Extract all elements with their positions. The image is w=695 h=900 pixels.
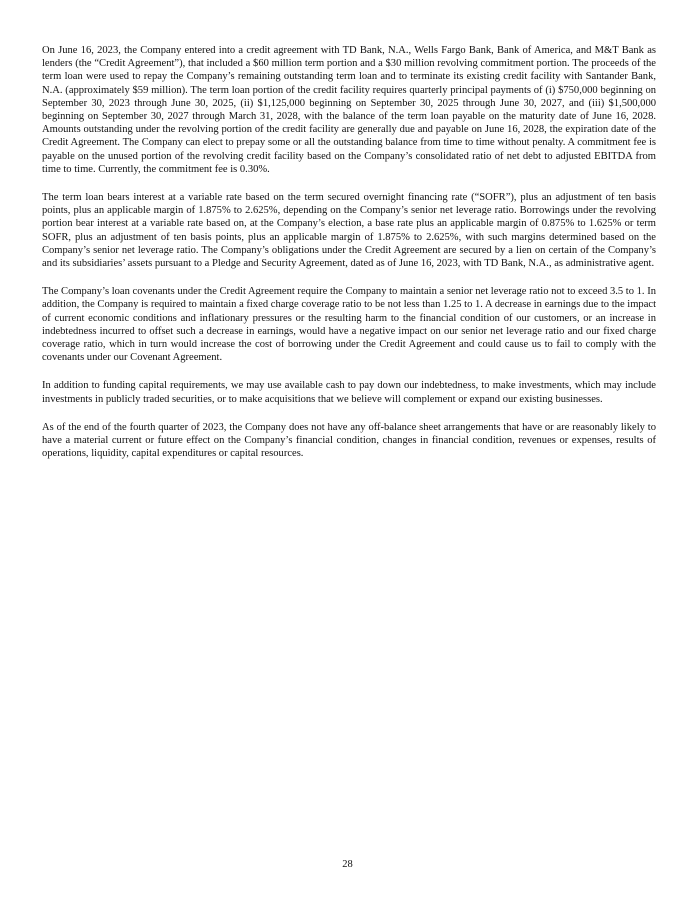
paragraph-credit-agreement: On June 16, 2023, the Company entered into a credit agreement with TD Bank, N.A., Wells Fargo Bank, Bank of America, and M&T Bank as lenders (the “Credit Agreement”), that included a $60 million term portion and a $30 million revolving commitment portion. The proceeds of the term loan were used to repay the Company’s remaining outstanding term loan and to terminate its existing credit facility with Santander Bank, N.A. (approximately $59 million). The term loan portion of the credit facility requires quarterly principal payments of (i) $750,000 beginning on September 30, 2023 through June 30, 2025, (ii) $1,125,000 beginning on September 30, 2025 through June 30, 2027, and (iii) $1,500,000 beginning on September 30, 2027 through March 31, 2028, with the balance of the term loan payable on the maturity date of June 16, 2028. Amounts outstanding under the revolving portion of the credit facility are generally due and payable on June 16, 2028, the expiration date of the Credit Agreement. The Company can elect to prepay some or all the outstanding balance from time to time without penalty. A commitment fee is payable on the unused portion of the revolving credit facility based on the Company’s consolidated ratio of net debt to adjusted EBITDA from time to time. Currently, the commitment fee is 0.30%. (42, 45, 656, 175)
document-body (42, 44, 656, 475)
paragraph-cash-uses: In addition to funding capital requirements, we may use available cash to pay down our indebtedness, to make investments, which may include investments in publicly traded securities, or to make acquisitions that we believe will complement or expand our existing businesses. (42, 380, 656, 405)
paragraph-interest-rates: The term loan bears interest at a variable rate based on the term secured overnight financing rate (“SOFR”), plus an adjustment of ten basis points, plus an applicable margin of 1.875% to 2.625%, depending on the Company’s senior net leverage ratio. Borrowings under the revolving portion bear interest at a variable rate based on, at the Company’s election, a base rate plus an applicable margin of 0.875% to 1.625% or term SOFR, plus an adjustment of ten basis points, plus an applicable margin of 1.875% to 2.625%, with such margins determined based on the Company’s senior net leverage ratio. The Company’s obligations under the Credit Agreement are secured by a lien on certain of the Company’s and its subsidiaries’ assets pursuant to a Pledge and Security Agreement, dated as of June 16, 2023, with TD Bank, N.A., as administrative agent. (42, 192, 656, 270)
paragraph-off-balance-sheet: As of the end of the fourth quarter of 2023, the Company does not have any off-balance sheet arrangements that have or are reasonably likely to have a material current or future effect on the Company’s financial condition, changes in financial condition, revenues or expenses, results of operations, liquidity, capital expenditures or capital resources. (42, 421, 656, 460)
paragraph-loan-covenants: The Company’s loan covenants under the Credit Agreement require the Company to maintain a senior net leverage ratio not to exceed 3.5 to 1. In addition, the Company is required to maintain a fixed charge coverage ratio to be not less than 1.25 to 1. A decrease in earnings due to the impact of current economic conditions and inflationary pressures or the resulting harm to the financial condition of our customers, or an increase in indebtedness incurred to offset such a decrease in earnings, would have a negative impact on our senior net leverage ratio and our fixed charge coverage ratio, which in turn would increase the cost of borrowing under the Credit Agreement and could cause us to fail to comply with the covenants under our Covenant Agreement. (42, 286, 656, 364)
page-number: 28 (342, 859, 353, 870)
